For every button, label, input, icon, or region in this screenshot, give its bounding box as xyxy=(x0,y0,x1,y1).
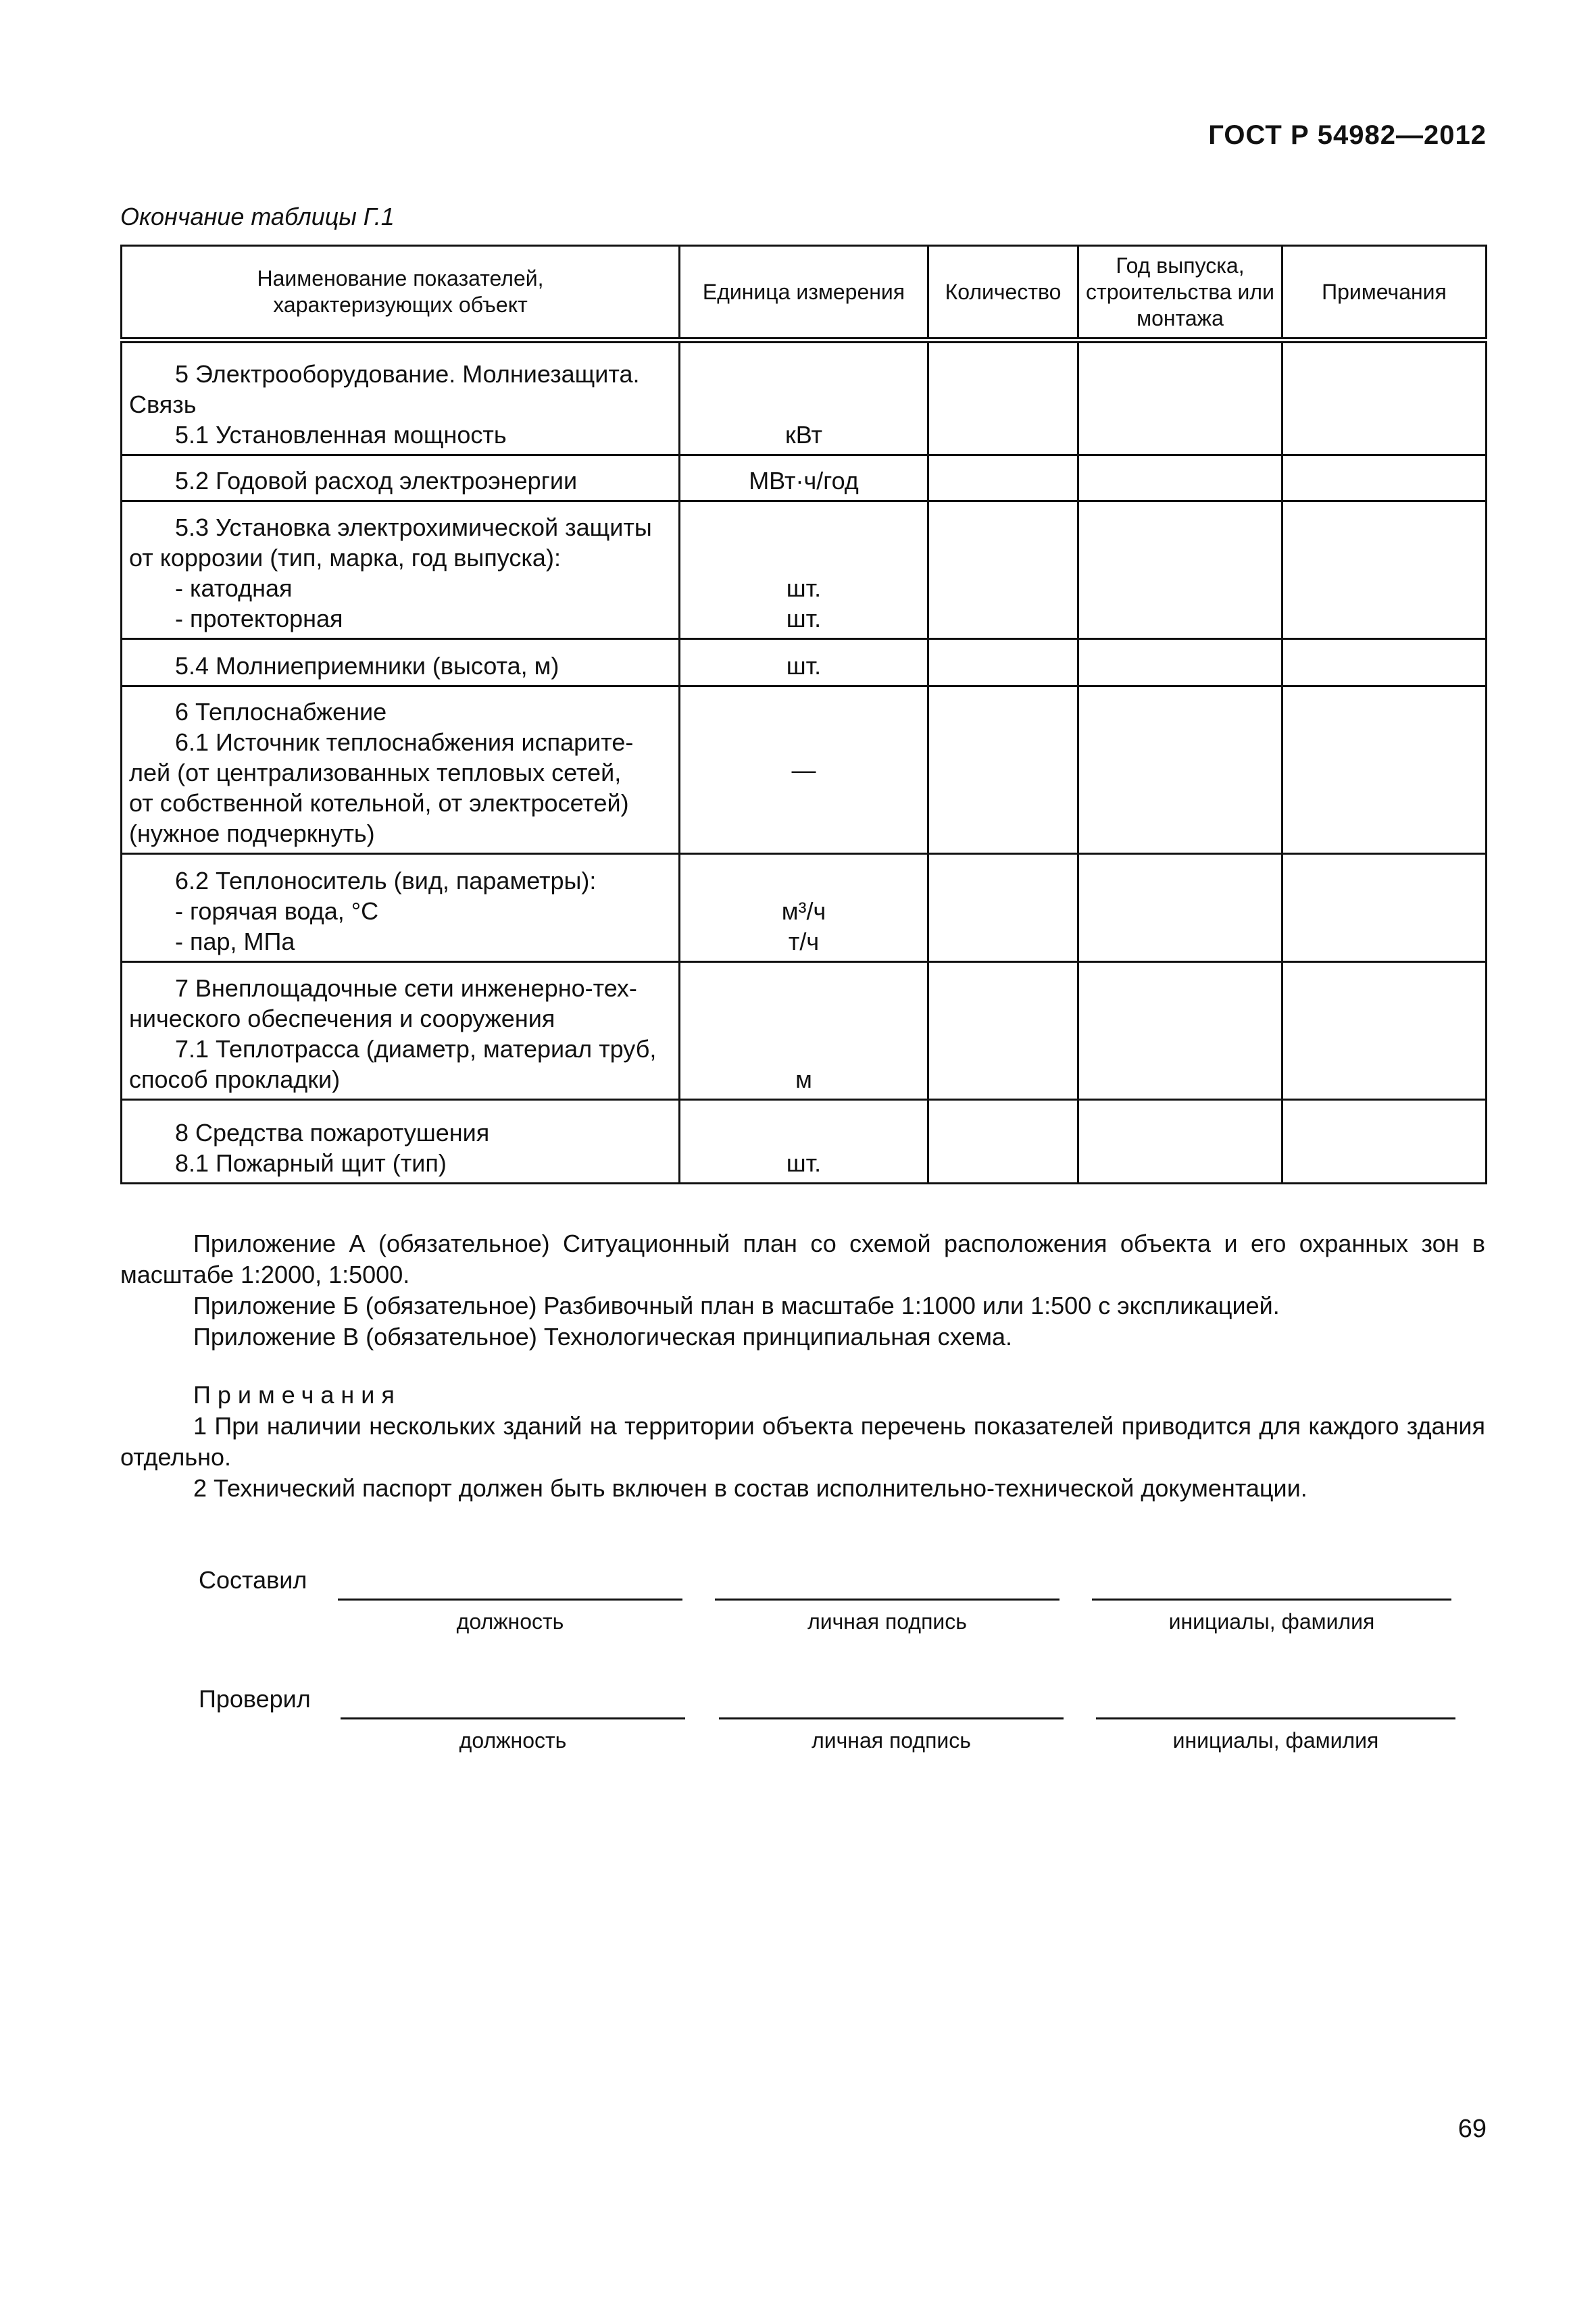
row-name-cell xyxy=(122,854,680,962)
document-code: ГОСТ Р 54982—2012 xyxy=(1208,120,1487,150)
row-quantity-cell xyxy=(928,962,1078,1100)
table-row xyxy=(122,854,1487,962)
row-text-line: нического обеспечения и сооружения xyxy=(129,1005,555,1032)
row-text-line: от коррозии (тип, марка, год выпуска): xyxy=(129,544,561,572)
name-caption: инициалы, фамилия xyxy=(1168,1609,1375,1634)
appendix-item: Приложение А (обязательное) Ситуационный план со схемой расположения объекта и его охранных зон в масштабе 1:2000, 1:5000. xyxy=(120,1230,1485,1288)
row-text-line: 7 Внеплощадочные сети инженерно-тех- xyxy=(175,974,637,1002)
unit-line: шт. xyxy=(786,574,822,602)
row-text-line: 5.2 Годовой расход электроэнергии xyxy=(175,467,578,495)
row-quantity-cell xyxy=(928,854,1078,962)
row-notes-cell xyxy=(1282,341,1487,455)
row-text-line: от собственной котельной, от электросетей) xyxy=(129,789,629,817)
notes-section xyxy=(120,1380,1485,1504)
row-unit-cell: шт. xyxy=(680,1100,928,1184)
row-text-line: 8.1 Пожарный щит (тип) xyxy=(175,1149,447,1177)
table-row xyxy=(122,686,1487,854)
table-row xyxy=(122,341,1487,455)
signature-caption: личная подпись xyxy=(812,1728,971,1753)
row-quantity-cell xyxy=(928,686,1078,854)
row-year-cell xyxy=(1078,639,1282,686)
row-notes-cell xyxy=(1282,854,1487,962)
appendix-item: Приложение В (обязательное) Технологическая принципиальная схема. xyxy=(193,1323,1013,1351)
row-text-line: лей (от централизованных тепловых сетей, xyxy=(129,759,622,786)
row-text-line: 6.2 Теплоноситель (вид, параметры): xyxy=(175,867,597,895)
col-header-notes: Примечания xyxy=(1282,246,1487,341)
table-row xyxy=(122,455,1487,501)
name-caption: инициалы, фамилия xyxy=(1172,1728,1379,1753)
row-year-cell xyxy=(1078,455,1282,501)
table-row xyxy=(122,962,1487,1100)
name-line xyxy=(1092,1599,1451,1601)
row-name-cell xyxy=(122,1100,680,1184)
row-notes-cell xyxy=(1282,1100,1487,1184)
row-name-cell xyxy=(122,501,680,639)
row-text-line: 5.3 Установка электрохимической защиты xyxy=(175,513,652,541)
page-number: 69 xyxy=(1457,2115,1487,2143)
col-header-unit: Единица измерения xyxy=(680,246,928,341)
row-unit-cell xyxy=(680,854,928,962)
name-line xyxy=(1096,1717,1455,1719)
row-quantity-cell xyxy=(928,341,1078,455)
row-text-line: - катодная xyxy=(175,574,293,602)
table-row xyxy=(122,501,1487,639)
row-text-line: 6.1 Источник теплоснабжения испарите- xyxy=(175,728,634,756)
row-year-cell xyxy=(1078,501,1282,639)
signature-caption: личная подпись xyxy=(807,1609,967,1634)
unit-line: шт. xyxy=(786,605,822,632)
row-year-cell xyxy=(1078,341,1282,455)
spec-table xyxy=(120,245,1487,1184)
row-text-line: 7.1 Теплотрасса (диаметр, материал труб, xyxy=(175,1035,657,1063)
row-notes-cell xyxy=(1282,639,1487,686)
row-name-cell xyxy=(122,686,680,854)
table-header-row xyxy=(122,246,1487,341)
row-text-line: Связь xyxy=(129,391,197,418)
row-quantity-cell xyxy=(928,501,1078,639)
row-text-line: (нужное подчеркнуть) xyxy=(129,820,375,847)
row-text-line: 5 Электрооборудование. Молниезащита. xyxy=(175,360,640,388)
note-item: 1 При наличии нескольких зданий на территории объекта перечень показателей приводится для каждого здания отдельно. xyxy=(120,1412,1485,1471)
table-row xyxy=(122,639,1487,686)
row-year-cell xyxy=(1078,1100,1282,1184)
appendix-list xyxy=(120,1228,1485,1353)
row-year-cell xyxy=(1078,686,1282,854)
unit-line: м³/ч xyxy=(781,897,826,925)
row-text-line: - протекторная xyxy=(175,605,343,632)
notes-title: Примечания xyxy=(193,1381,401,1409)
row-name-cell xyxy=(122,455,680,501)
row-year-cell xyxy=(1078,962,1282,1100)
row-text-line: способ прокладки) xyxy=(129,1065,341,1093)
row-quantity-cell xyxy=(928,455,1078,501)
signature-label: Составил xyxy=(199,1566,307,1594)
row-unit-cell: м xyxy=(680,962,928,1100)
signature-label: Проверил xyxy=(199,1685,311,1713)
row-unit-cell xyxy=(680,501,928,639)
row-year-cell xyxy=(1078,854,1282,962)
row-text-line: 8 Средства пожаротушения xyxy=(175,1119,490,1147)
row-text-line: - горячая вода, °С xyxy=(175,897,379,925)
row-text-line: 5.4 Молниеприемники (высота, м) xyxy=(175,652,559,680)
note-item: 2 Технический паспорт должен быть включен в состав исполнительно-технической документации. xyxy=(193,1474,1307,1502)
position-line xyxy=(341,1717,685,1719)
position-line xyxy=(338,1599,682,1601)
row-notes-cell xyxy=(1282,686,1487,854)
row-unit-cell: МВт·ч/год xyxy=(680,455,928,501)
row-quantity-cell xyxy=(928,639,1078,686)
row-notes-cell xyxy=(1282,962,1487,1100)
table-caption: Окончание таблицы Г.1 xyxy=(120,203,395,230)
signature-row-checked xyxy=(199,1685,1482,1753)
position-caption: должность xyxy=(459,1728,567,1753)
appendix-item: Приложение Б (обязательное) Разбивочный план в масштабе 1:1000 или 1:500 с экспликацией. xyxy=(193,1292,1280,1319)
signature-line xyxy=(719,1717,1064,1719)
signature-line xyxy=(715,1599,1059,1601)
row-quantity-cell xyxy=(928,1100,1078,1184)
row-notes-cell xyxy=(1282,501,1487,639)
row-text-line: 5.1 Установленная мощность xyxy=(175,421,507,449)
table-row xyxy=(122,1100,1487,1184)
row-name-cell xyxy=(122,962,680,1100)
signature-row-compiled xyxy=(199,1566,1482,1634)
row-notes-cell xyxy=(1282,455,1487,501)
row-name-cell xyxy=(122,341,680,455)
col-header-year: Год выпуска, строительства или монтажа xyxy=(1078,246,1282,341)
row-unit-cell: — xyxy=(680,686,928,854)
row-unit-cell: кВт xyxy=(680,341,928,455)
row-unit-cell: шт. xyxy=(680,639,928,686)
unit-line: т/ч xyxy=(788,928,820,955)
row-text-line: - пар, МПа xyxy=(175,928,295,955)
col-header-name: Наименование показателей, характеризующих объект xyxy=(122,246,680,341)
row-name-cell xyxy=(122,639,680,686)
row-text-line: 6 Теплоснабжение xyxy=(175,698,387,726)
position-caption: должность xyxy=(456,1609,564,1634)
col-header-quantity: Количество xyxy=(928,246,1078,341)
